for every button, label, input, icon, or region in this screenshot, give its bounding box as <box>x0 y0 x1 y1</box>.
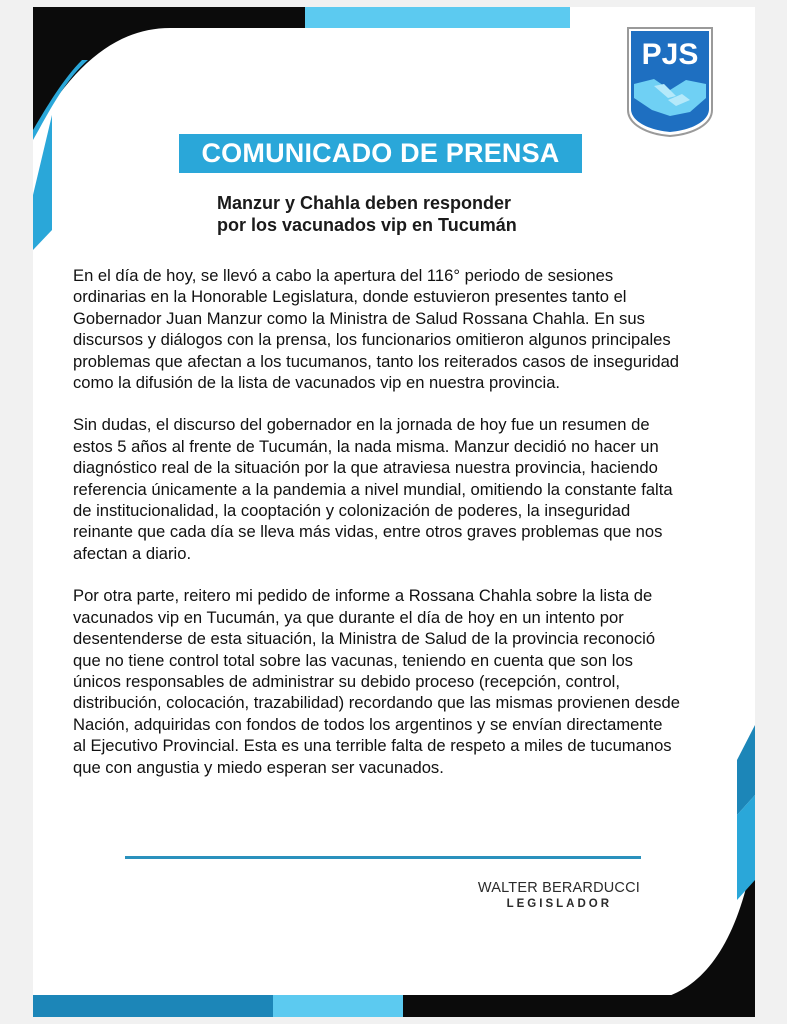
press-release-banner <box>179 134 582 173</box>
body-line: al Ejecutivo Provincial. Esta es una terrible falta de respeto a miles de tucumanos <box>73 736 672 756</box>
body-line: Sin dudas, el discurso del gobernador en la jornada de hoy fue un resumen de <box>73 415 650 435</box>
body-line: discursos y diálogos con la prensa, los funcionarios omitieron algunos principales <box>73 330 671 350</box>
signature-name: WALTER BERARDUCCI <box>477 880 640 896</box>
body-paragraph-3 <box>73 585 723 778</box>
body-line: reinante que cada día se lleva más vidas, entre otros graves problemas que nos <box>73 522 663 542</box>
body-line: vacunados vip en Tucumán, ya que durante el día de hoy en un intento por <box>73 607 624 627</box>
body-line: que con angustia y miedo esperan ser vacunados. <box>73 757 444 777</box>
headline-line: Manzur y Chahla deben responder <box>217 193 512 213</box>
body-line: distribución, colocación, trazabilidad) recordando que las mismas provienen desde <box>73 693 680 713</box>
headline-line: por los vacunados vip en Tucumán <box>217 215 517 235</box>
pjs-logo <box>624 24 716 138</box>
banner-title: COMUNICADO DE PRENSA <box>201 138 560 168</box>
body-line: únicos responsables de administrar su debido proceso (recepción, control, <box>73 671 620 691</box>
body-paragraph-2 <box>73 414 723 564</box>
logo-text: PJS <box>641 38 699 71</box>
bottom-band-black <box>403 995 755 1017</box>
body-line: En el día de hoy, se llevó a cabo la apertura del 116° periodo de sesiones <box>73 266 614 285</box>
bottom-band-dark-blue <box>33 995 273 1017</box>
body-line: Nación, adquiridas con fondos de todos los argentinos y se envían directamente <box>73 714 663 734</box>
body-line: que no tiene control total sobre las vacunas, teniendo en cuenta que son los <box>73 650 633 670</box>
body-line: Por otra parte, reitero mi pedido de informe a Rossana Chahla sobre la lista de <box>73 586 653 606</box>
body-line: ordinarias en la Honorable Legislatura, donde estuvieron presentes tanto el <box>73 287 627 307</box>
body-line: problemas que afectan a los tucumanos, tanto los reiterados casos de inseguridad <box>73 351 680 371</box>
body-line: diagnóstico real de la situación por la que atraviesa nuestra provincia, haciendo <box>73 458 658 478</box>
headline <box>217 192 597 236</box>
signature-role: LEGISLADOR <box>506 898 612 910</box>
body-text <box>73 265 723 799</box>
body-line: como la difusión de la lista de vacunados vip en nuestra provincia. <box>73 373 561 393</box>
top-band-light-blue <box>305 7 570 28</box>
body-line: estos 5 años al frente de Tucumán, la nada misma. Manzur decidió no hacer un <box>73 436 659 456</box>
body-line: desentenderse de esta situación, la Ministra de Salud de la provincia reconoció <box>73 629 656 649</box>
body-line: referencia únicamente a la pandemia a nivel mundial, omitiendo la constante falta <box>73 479 673 499</box>
body-line: afectan a diario. <box>73 543 192 563</box>
body-paragraph-1 <box>73 265 723 393</box>
signature-divider <box>125 856 641 859</box>
bottom-band-light-blue <box>273 995 403 1017</box>
body-line: de institucionalidad, la cooptación y colonización de poderes, la inseguridad <box>73 501 631 521</box>
body-line: Gobernador Juan Manzur como la Ministra de Salud Rossana Chahla. En sus <box>73 308 645 328</box>
